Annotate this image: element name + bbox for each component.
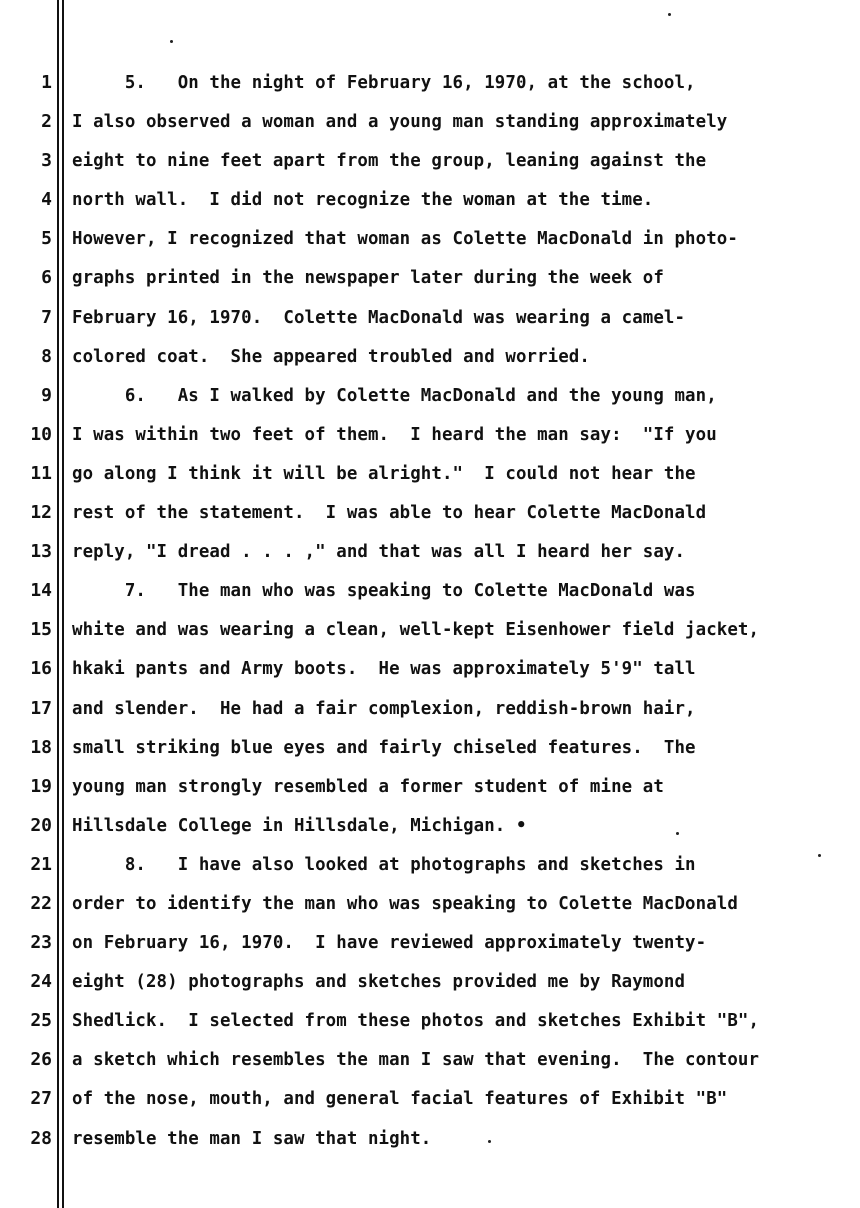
left-margin-rule — [57, 0, 59, 1208]
line-number: 13 — [30, 541, 52, 563]
document-body — [72, 67, 852, 1162]
scan-speck — [170, 40, 173, 43]
line-number: 19 — [30, 775, 52, 797]
line-number-column — [0, 67, 52, 1162]
line-number: 20 — [30, 814, 52, 836]
text-line: reply, "I dread . . . ," and that was all I heard her say. — [72, 542, 686, 563]
line-number: 18 — [30, 736, 52, 758]
text-line: rest of the statement. I was able to hear Colette MacDonald — [72, 503, 707, 524]
text-line: resemble the man I saw that night. — [72, 1128, 432, 1149]
text-line: north wall. I did not recognize the woman at the time. — [72, 190, 654, 211]
text-line: order to identify the man who was speaking to Colette MacDonald — [72, 893, 738, 914]
text-line: I was within two feet of them. I heard the man say: "If you — [72, 424, 717, 445]
text-line: of the nose, mouth, and general facial features of Exhibit "B" — [72, 1089, 728, 1110]
line-number: 1 — [41, 72, 52, 93]
line-number: 28 — [30, 1127, 52, 1149]
text-line: February 16, 1970. Colette MacDonald was wearing a camel- — [72, 307, 686, 328]
line-number: 27 — [30, 1088, 52, 1110]
scan-speck — [668, 13, 671, 16]
text-line: However, I recognized that woman as Colette MacDonald in photo- — [72, 229, 738, 250]
text-line: a sketch which resembles the man I saw that evening. The contour — [72, 1050, 760, 1071]
text-line: 6. As I walked by Colette MacDonald and the young man, — [72, 385, 717, 406]
text-line: on February 16, 1970. I have reviewed approximately twenty- — [72, 933, 707, 954]
text-line: 7. The man who was speaking to Colette MacDonald was — [72, 581, 696, 602]
line-number: 9 — [41, 384, 52, 406]
line-number: 6 — [41, 267, 52, 289]
line-number: 15 — [30, 619, 52, 641]
text-line: graphs printed in the newspaper later during the week of — [72, 268, 664, 289]
text-line: young man strongly resembled a former student of mine at — [72, 776, 664, 797]
text-line: eight to nine feet apart from the group, leaning against the — [72, 151, 707, 172]
line-number: 24 — [30, 971, 52, 993]
text-line: white and was wearing a clean, well-kept Eisenhower field jacket, — [72, 620, 760, 641]
line-number: 14 — [30, 580, 52, 602]
text-line: colored coat. She appeared troubled and worried. — [72, 346, 590, 367]
line-number: 8 — [41, 345, 52, 367]
line-number: 25 — [30, 1010, 52, 1032]
line-number: 10 — [30, 423, 52, 445]
scan-speck — [676, 832, 679, 835]
scan-speck — [818, 854, 821, 857]
text-line: Shedlick. I selected from these photos and sketches Exhibit "B", — [72, 1011, 760, 1032]
line-number: 17 — [30, 697, 52, 719]
text-line: and slender. He had a fair complexion, reddish-brown hair, — [72, 698, 696, 719]
line-number: 3 — [41, 150, 52, 172]
text-line: eight (28) photographs and sketches provided me by Raymond — [72, 972, 686, 993]
line-number: 16 — [30, 658, 52, 680]
text-line: 5. On the night of February 16, 1970, at the school, — [72, 73, 696, 93]
left-margin-rule-inner — [62, 0, 64, 1208]
line-number: 2 — [41, 111, 52, 133]
line-number: 21 — [30, 853, 52, 875]
text-line: go along I think it will be alright." I could not hear the — [72, 463, 696, 484]
scan-speck — [488, 1140, 491, 1143]
line-number: 23 — [30, 932, 52, 954]
line-number: 7 — [41, 306, 52, 328]
line-number: 11 — [30, 462, 52, 484]
line-number: 26 — [30, 1049, 52, 1071]
text-line: 8. I have also looked at photographs and sketches in — [72, 854, 696, 875]
text-line: Hillsdale College in Hillsdale, Michigan. • — [72, 815, 527, 836]
text-line: hkaki pants and Army boots. He was approximately 5'9" tall — [72, 659, 696, 680]
text-line: I also observed a woman and a young man standing approximately — [72, 112, 728, 133]
line-number: 4 — [41, 189, 52, 211]
text-line: small striking blue eyes and fairly chiseled features. The — [72, 737, 696, 758]
line-number: 12 — [30, 502, 52, 524]
line-number: 5 — [41, 228, 52, 250]
line-number: 22 — [30, 892, 52, 914]
